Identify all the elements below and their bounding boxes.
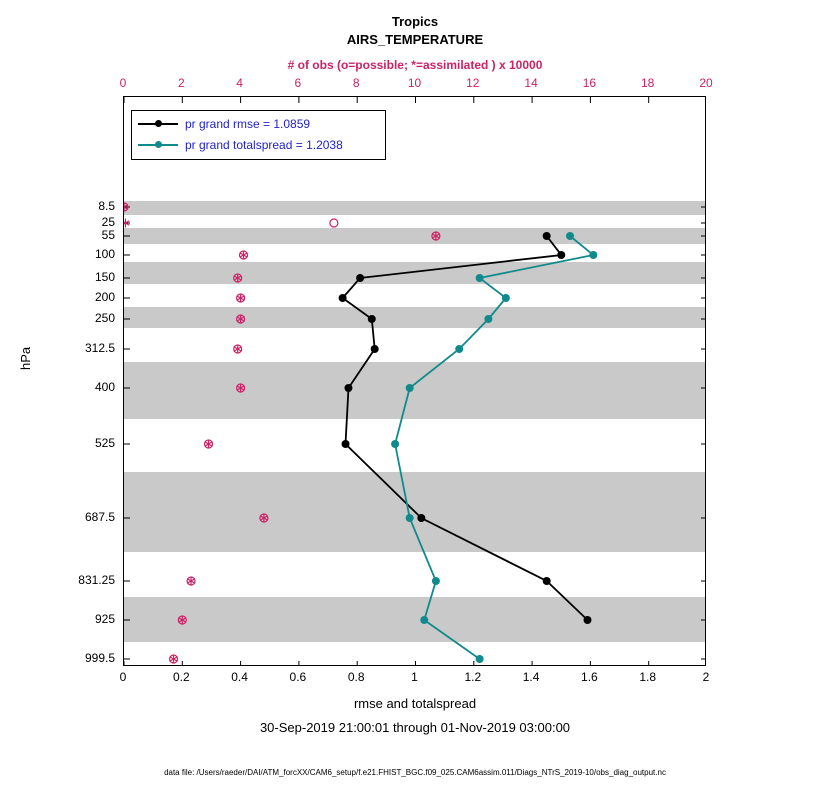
x-axis-tick-label: 0.4 bbox=[231, 670, 248, 684]
series-point bbox=[557, 251, 565, 259]
legend-marker-totalspread bbox=[155, 141, 162, 148]
top-axis-tick-label: 14 bbox=[524, 76, 538, 90]
series-point bbox=[391, 440, 399, 448]
y-axis-tick-label: 687.5 bbox=[84, 510, 115, 524]
y-axis-tick-label: 831.25 bbox=[78, 573, 115, 587]
x-axis-tick-label: 1.4 bbox=[522, 670, 540, 684]
shaded-band bbox=[124, 362, 706, 419]
shaded-band bbox=[124, 262, 706, 284]
series-point bbox=[543, 232, 551, 240]
top-axis-tick-label: 12 bbox=[466, 76, 480, 90]
y-axis-tick-label: 200 bbox=[94, 290, 115, 304]
top-axis-title: # of obs (o=possible; *=assimilated ) x 10000 bbox=[287, 58, 543, 72]
series-point bbox=[502, 294, 510, 302]
top-axis-tick-label: 4 bbox=[236, 76, 243, 90]
y-axis-tick-label: 100 bbox=[94, 247, 115, 261]
top-axis-tick-label: 0 bbox=[119, 76, 127, 90]
plot-area bbox=[123, 96, 706, 666]
shaded-band bbox=[124, 201, 706, 215]
y-axis-tick-label: 55 bbox=[101, 228, 115, 242]
series-point bbox=[406, 514, 414, 522]
y-axis-tick-label: 8.5 bbox=[98, 199, 115, 213]
shaded-band bbox=[124, 228, 706, 244]
y-axis-tick-label: 150 bbox=[94, 270, 115, 284]
series-point bbox=[420, 616, 428, 624]
legend-line-rmse bbox=[138, 123, 178, 125]
top-axis-tick-label: 8 bbox=[352, 76, 360, 90]
x-axis-tick-label: 1 bbox=[411, 670, 418, 684]
series-point bbox=[455, 345, 463, 353]
series-point bbox=[356, 274, 364, 282]
data-file-path: data file: /Users/raeder/DAI/ATM_forcXX/CAM6_setup/f.e21.FHIST_BGC.f09_025.CAM6assim.011/Diags_NTrS_2019-10/obs_diag_output.nc bbox=[164, 768, 666, 777]
top-axis-tick-label: 6 bbox=[294, 76, 302, 90]
y-axis-tick-label: 25 bbox=[101, 215, 115, 229]
page-title: Tropics bbox=[391, 14, 439, 29]
series-point bbox=[476, 274, 484, 282]
possible-obs-marker bbox=[330, 219, 338, 227]
y-axis-tick-label: 400 bbox=[94, 380, 115, 394]
top-axis-tick-label: 18 bbox=[641, 76, 655, 90]
legend-line-totalspread bbox=[138, 144, 178, 146]
x-axis-tick-label: 1.2 bbox=[464, 670, 482, 684]
x-axis-tick-label: 0.2 bbox=[172, 670, 190, 684]
series-point bbox=[543, 577, 551, 585]
x-axis-title: rmse and totalspread bbox=[353, 696, 477, 711]
legend bbox=[131, 110, 386, 160]
series-point bbox=[371, 345, 379, 353]
y-axis-tick-label: 925 bbox=[94, 612, 115, 626]
x-axis-tick-label: 0 bbox=[119, 670, 127, 684]
legend-item-rmse bbox=[138, 116, 310, 132]
y-axis-tick-label: 525 bbox=[94, 436, 115, 450]
legend-label-totalspread: pr grand totalspread = 1.2038 bbox=[185, 138, 343, 152]
x-axis-tick-label: 1.8 bbox=[639, 670, 657, 684]
series-point bbox=[344, 384, 352, 392]
top-axis-tick-label: 16 bbox=[582, 76, 597, 90]
legend-label-rmse: pr grand rmse = 1.0859 bbox=[185, 117, 311, 131]
y-axis-tick-label: 999.5 bbox=[84, 651, 115, 665]
series-line bbox=[395, 236, 593, 659]
series-point bbox=[589, 251, 597, 259]
legend-marker-rmse bbox=[155, 120, 162, 127]
y-axis-tick-label: 312.5 bbox=[84, 341, 115, 355]
series-point bbox=[432, 577, 440, 585]
time-range-caption: 30-Sep-2019 21:00:01 through 01-Nov-2019 03:00:00 bbox=[259, 720, 571, 735]
x-axis-tick-label: 0.6 bbox=[289, 670, 307, 684]
series-point bbox=[583, 616, 591, 624]
series-point bbox=[342, 440, 350, 448]
page-subtitle: AIRS_TEMPERATURE bbox=[346, 32, 484, 47]
top-axis-tick-label: 10 bbox=[407, 76, 422, 90]
series-line bbox=[343, 236, 588, 620]
top-axis-tick-label: 2 bbox=[177, 76, 185, 90]
series-point bbox=[368, 315, 376, 323]
x-axis-tick-label: 1.6 bbox=[581, 670, 598, 684]
y-axis-tick-label: 250 bbox=[94, 311, 115, 325]
x-axis-tick-label: 0.8 bbox=[347, 670, 365, 684]
series-point bbox=[339, 294, 347, 302]
shaded-band bbox=[124, 597, 706, 642]
y-axis-title: hPa bbox=[18, 346, 33, 370]
shaded-band bbox=[124, 307, 706, 328]
plot-svg bbox=[124, 97, 706, 666]
x-axis-tick-label: 2 bbox=[702, 670, 710, 684]
top-axis-tick-label: 20 bbox=[699, 76, 713, 90]
series-point bbox=[566, 232, 574, 240]
series-point bbox=[476, 655, 484, 663]
series-point bbox=[406, 384, 414, 392]
legend-item-totalspread bbox=[138, 137, 343, 153]
series-point bbox=[484, 315, 492, 323]
series-point bbox=[417, 514, 425, 522]
